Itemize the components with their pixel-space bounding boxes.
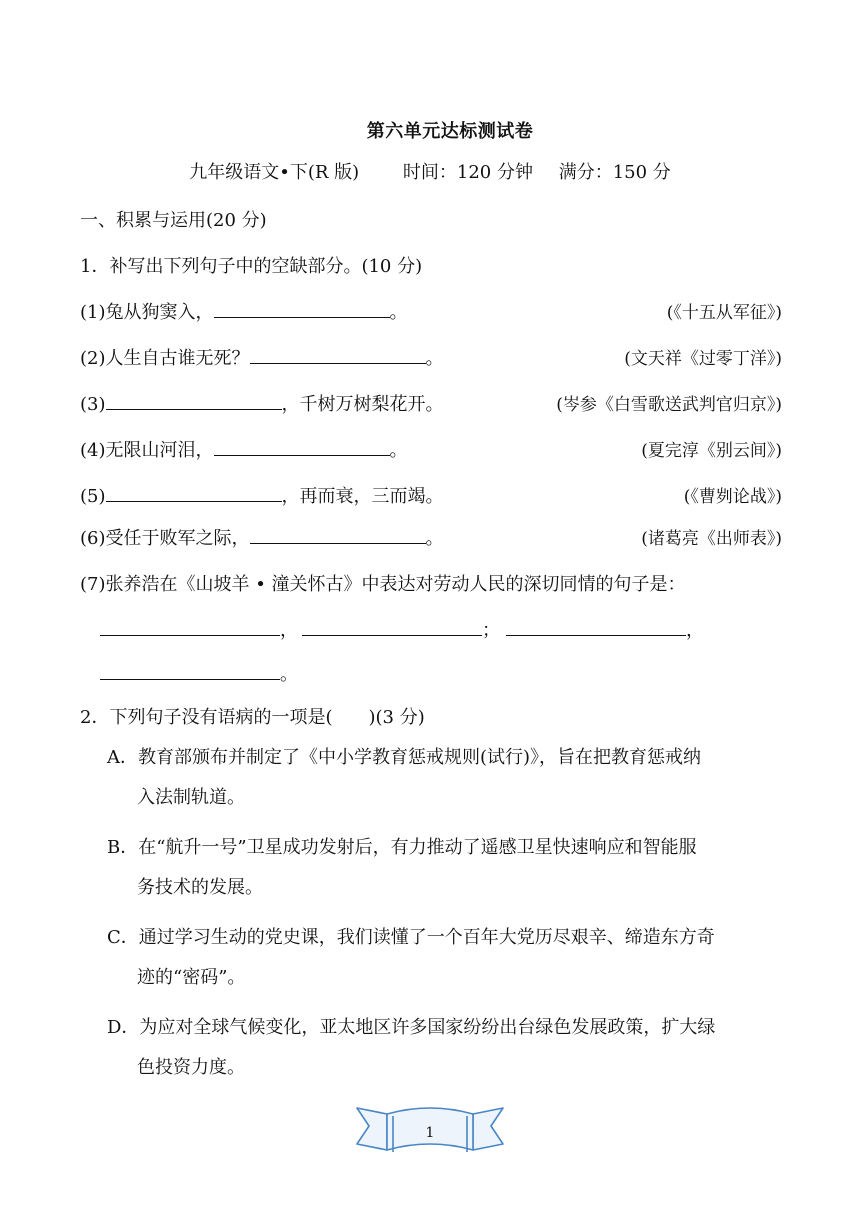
- item-text: 无限山河泪，: [105, 440, 214, 461]
- q2-option-d[interactable]: [107, 1008, 787, 1088]
- q1-item-2: [80, 344, 444, 370]
- q1-item-7-blanks-row1: [100, 616, 704, 642]
- q1-item-7-blanks-row2: [100, 660, 298, 686]
- item-text: 。: [425, 528, 444, 549]
- page-title: 第六单元达标测试卷: [366, 121, 534, 142]
- item-number: (4): [80, 440, 106, 461]
- item-text: ，千树万树梨花开。: [281, 394, 444, 415]
- q1-item-1: [80, 298, 408, 324]
- item-text: 受任于败军之际，: [105, 528, 250, 549]
- item-text: 兔从狗窦入，: [105, 302, 214, 323]
- grade-label: 九年级语文•下(R 版): [189, 162, 360, 183]
- option-text: D．为应对全球气候变化，亚太地区许多国家纷纷出台绿色发展政策，扩大绿: [107, 1017, 716, 1038]
- option-text: 入法制轨道。: [137, 787, 245, 808]
- q1-item-4-source: (夏完淳《别云间》): [641, 441, 782, 461]
- q1-item-3-source: (岑参《白雪歌送武判官归京》): [556, 395, 782, 415]
- q2-option-b[interactable]: [107, 828, 787, 908]
- item-number: (5): [80, 486, 106, 507]
- item-number: (2): [80, 348, 106, 369]
- question-2-stem: 2．下列句子没有语病的一项是( )(3 分): [80, 707, 425, 728]
- q1-item-1-source: (《十五从军征》): [666, 303, 782, 323]
- item-text: 。: [389, 302, 408, 323]
- answer-blank[interactable]: [106, 485, 282, 502]
- score-label: 满分：150 分: [558, 162, 671, 183]
- q1-item-7-stem: (7)张养浩在《山坡羊 • 潼关怀古》中表达对劳动人民的深切同情的句子是：: [80, 574, 686, 595]
- option-text: 迹的“密码”。: [137, 967, 246, 988]
- item-text: 。: [425, 348, 444, 369]
- page-number: 1: [425, 1125, 435, 1141]
- separator: ，: [280, 620, 298, 641]
- item-number: (1): [80, 302, 106, 323]
- option-text: 务技术的发展。: [137, 877, 263, 898]
- answer-blank[interactable]: [506, 619, 686, 636]
- item-text: ，再而衰，三而竭。: [281, 486, 444, 507]
- q1-item-5-source: (《曹刿论战》): [683, 487, 782, 507]
- option-text: B．在“航升一号”卫星成功发射后，有力推动了遥感卫星快速响应和智能服: [107, 837, 697, 858]
- answer-blank[interactable]: [106, 393, 282, 410]
- separator: ，: [686, 620, 704, 641]
- item-text: 。: [389, 440, 408, 461]
- answer-blank[interactable]: [100, 619, 280, 636]
- exam-info: [0, 158, 860, 184]
- q2-option-a[interactable]: [107, 738, 787, 818]
- separator: ；: [482, 620, 500, 641]
- q2-option-c[interactable]: [107, 918, 787, 998]
- answer-blank[interactable]: [214, 439, 390, 456]
- item-number: (3): [80, 394, 106, 415]
- q1-item-6: [80, 524, 444, 550]
- option-text: A．教育部颁布并制定了《中小学教育惩戒规则(试行)》，旨在把教育惩戒纳: [107, 747, 702, 768]
- item-text: 人生自古谁无死？: [105, 348, 250, 369]
- time-label: 时间：120 分钟: [402, 162, 533, 183]
- separator: 。: [280, 664, 298, 685]
- q1-item-2-source: (文天祥《过零丁洋》): [624, 349, 782, 369]
- option-text: 色投资力度。: [137, 1057, 245, 1078]
- section-heading: 一、积累与运用(20 分): [80, 210, 267, 231]
- question-1-stem: 1．补写出下列句子中的空缺部分。(10 分): [80, 256, 423, 277]
- answer-blank[interactable]: [100, 663, 280, 680]
- item-number: (6): [80, 528, 106, 549]
- answer-blank[interactable]: [214, 301, 390, 318]
- q1-item-6-source: (诸葛亮《出师表》): [641, 529, 782, 549]
- answer-blank[interactable]: [302, 619, 482, 636]
- q1-item-5: [80, 482, 444, 508]
- option-text: C．通过学习生动的党史课，我们读懂了一个百年大党历尽艰辛、缔造东方奇: [107, 927, 715, 948]
- q1-item-4: [80, 436, 408, 462]
- answer-blank[interactable]: [250, 347, 426, 364]
- answer-blank[interactable]: [250, 527, 426, 544]
- q1-item-3: [80, 390, 444, 416]
